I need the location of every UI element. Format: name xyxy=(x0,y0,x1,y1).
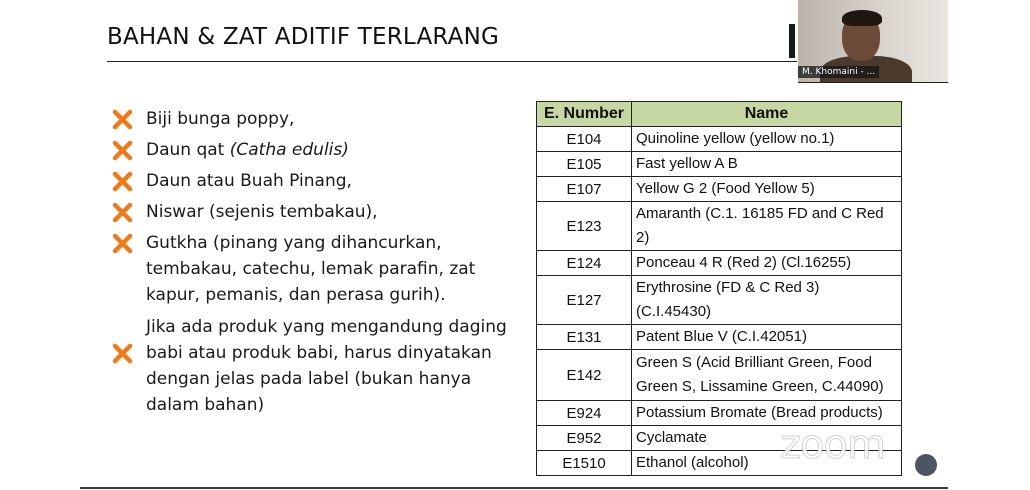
name-cell: Ethanol (alcohol) xyxy=(632,451,902,476)
table-row xyxy=(537,251,902,276)
e-number-cell: E105 xyxy=(537,152,632,177)
channel-logo-icon xyxy=(915,454,937,476)
name-cell: Cyclamate xyxy=(632,426,902,451)
e-number-cell: E104 xyxy=(537,127,632,152)
name-cell: Amaranth (C.1. 16185 FD and C Red 2) xyxy=(632,202,902,251)
e-number-cell: E142 xyxy=(537,350,632,401)
e-number-cell: E107 xyxy=(537,177,632,202)
x-mark-icon xyxy=(111,342,134,365)
name-cell: Quinoline yellow (yellow no.1) xyxy=(632,127,902,152)
participant-hair xyxy=(842,10,882,26)
e-number-cell: E131 xyxy=(537,325,632,350)
e-number-cell: E924 xyxy=(537,401,632,426)
bullet-text: Gutkha (pinang yang dihancurkan, tembakau, catechu, lemak parafin, zat kapur, pemanis, dan perasa gurih). xyxy=(146,233,476,305)
bullet-list xyxy=(111,106,521,418)
x-mark-icon xyxy=(111,201,134,224)
bullet-item xyxy=(111,314,521,418)
name-cell: Fast yellow A B xyxy=(632,152,902,177)
x-mark-icon xyxy=(111,139,134,162)
slide-title: BAHAN & ZAT ADITIF TERLARANG xyxy=(107,24,500,50)
title-divider xyxy=(107,61,797,62)
table-row xyxy=(537,276,902,325)
bullet-item xyxy=(111,106,521,132)
e-number-cell: E1510 xyxy=(537,451,632,476)
name-cell: Green S (Acid Brilliant Green, Food Green S, Lissamine Green, C.44090) xyxy=(632,350,902,401)
e-number-table xyxy=(536,101,902,476)
table-row xyxy=(537,350,902,401)
zoom-watermark: zoom xyxy=(780,422,885,468)
slide-edge-tab xyxy=(789,24,795,58)
name-cell: Yellow G 2 (Food Yellow 5) xyxy=(632,177,902,202)
slide-bottom-edge xyxy=(80,487,948,489)
bullet-item xyxy=(111,137,521,163)
x-mark-icon xyxy=(111,108,134,131)
name-cell: Potassium Bromate (Bread products) xyxy=(632,401,902,426)
title-divider-right xyxy=(798,82,948,83)
name-cell: Erythrosine (FD & C Red 3) (C.I.45430) xyxy=(632,276,902,325)
table-row xyxy=(537,177,902,202)
table-row xyxy=(537,152,902,177)
e-number-cell: E123 xyxy=(537,202,632,251)
e-number-cell: E127 xyxy=(537,276,632,325)
name-cell: Ponceau 4 R (Red 2) (Cl.16255) xyxy=(632,251,902,276)
bullet-item xyxy=(111,230,521,308)
bullet-text-italic: (Catha edulis) xyxy=(229,140,349,160)
table-header-row xyxy=(537,102,902,127)
bullet-text: Biji bunga poppy, xyxy=(146,109,295,129)
participant-name-label: M. Khomaini - ... xyxy=(798,66,879,78)
table-row xyxy=(537,202,902,251)
bullet-text: Niswar (sejenis tembakau), xyxy=(146,202,378,222)
bullet-text: Daun qat (Catha edulis) xyxy=(146,140,349,160)
table-row xyxy=(537,127,902,152)
table-row xyxy=(537,325,902,350)
bullet-text: Daun atau Buah Pinang, xyxy=(146,171,352,191)
column-header-e-number: E. Number xyxy=(537,102,632,127)
participant-video-tile[interactable] xyxy=(798,0,948,82)
e-number-cell: E124 xyxy=(537,251,632,276)
bullet-item xyxy=(111,199,521,225)
name-cell: Patent Blue V (C.I.42051) xyxy=(632,325,902,350)
e-number-cell: E952 xyxy=(537,426,632,451)
bullet-text: Jika ada produk yang mengandung daging babi atau produk babi, harus dinyatakan dengan jelas pada label (bukan hanya dalam bahan) xyxy=(146,317,507,415)
x-mark-icon xyxy=(111,170,134,193)
bullet-item xyxy=(111,168,521,194)
x-mark-icon xyxy=(111,232,134,255)
column-header-name: Name xyxy=(632,102,902,127)
